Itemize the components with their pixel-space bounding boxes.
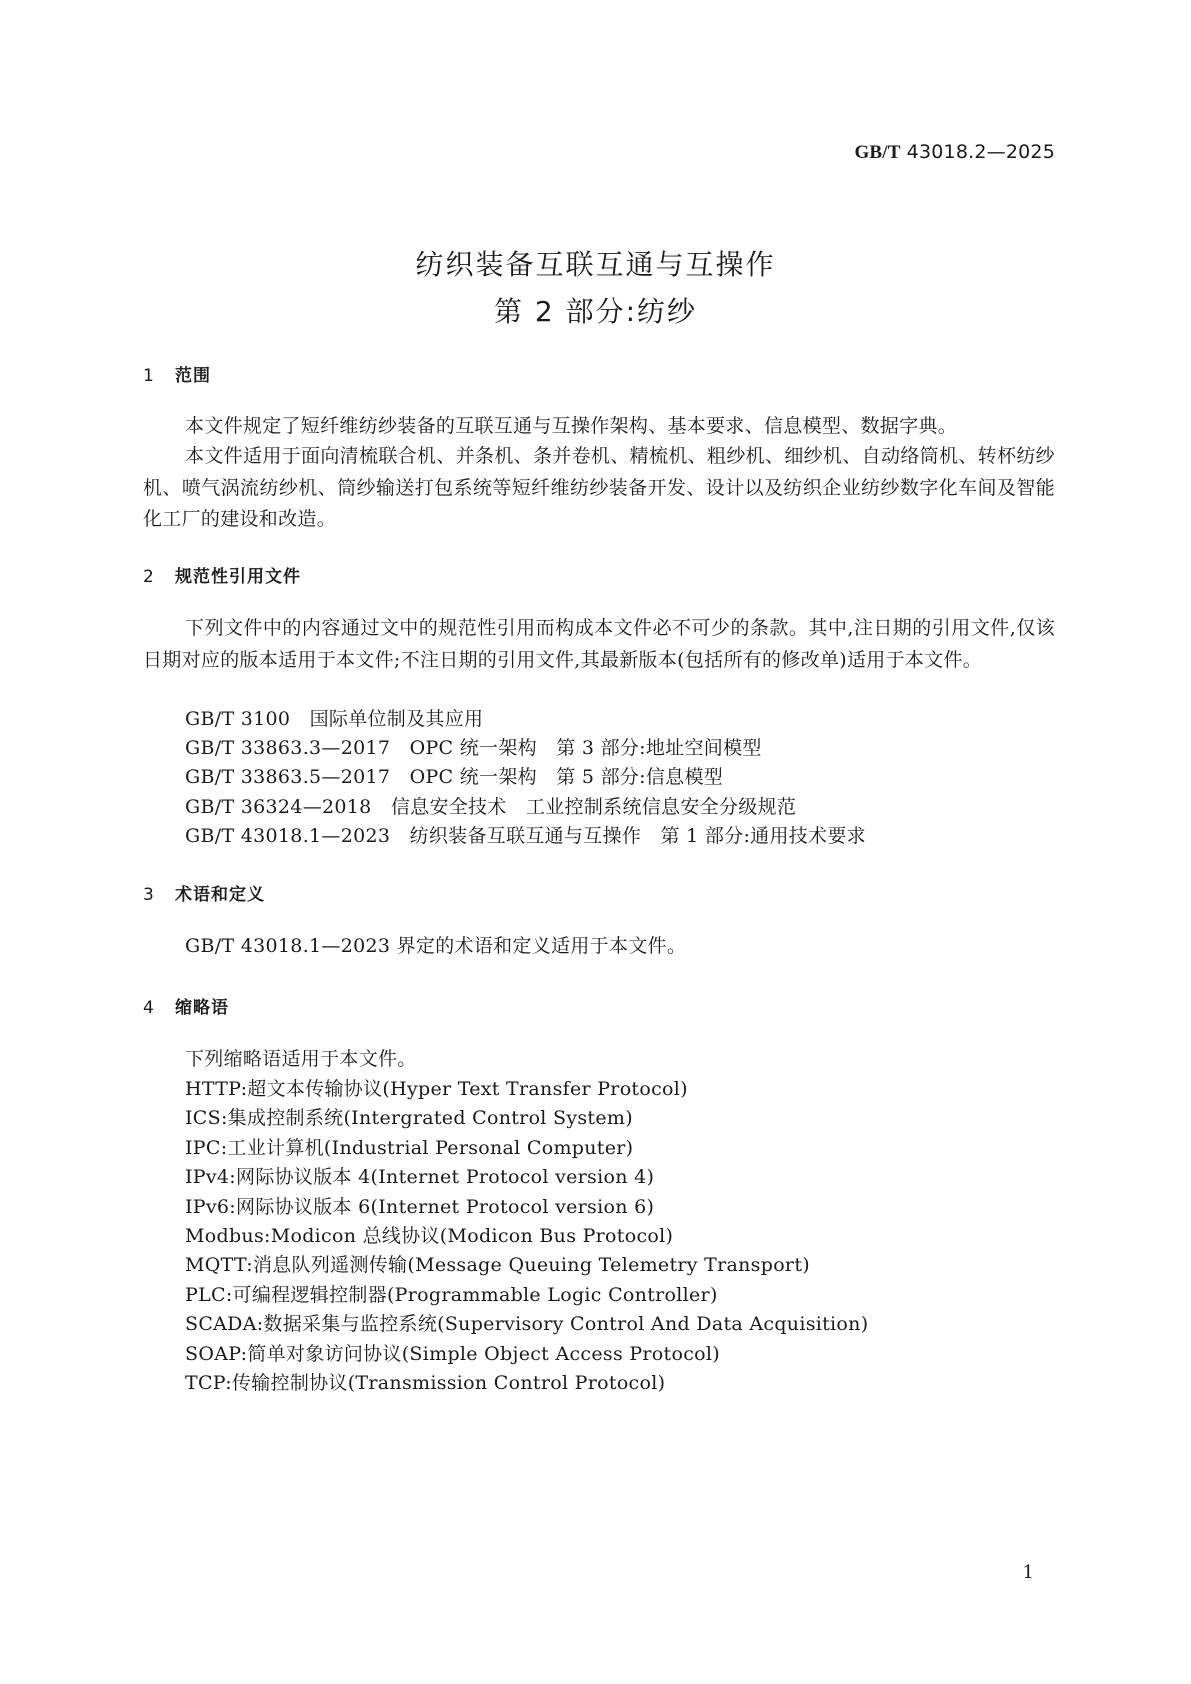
reference-item: GB/T 3100 国际单位制及其应用 [185,708,484,730]
abbreviation-item: SCADA:数据采集与监控系统(Supervisory Control And Data Acquisition) [185,1313,869,1335]
reference-item: GB/T 43018.1—2023 纺织装备互联互通与互操作 第 1 部分:通用技术要求 [185,825,866,847]
standard-number: 43018.2—2025 [906,141,1055,163]
scope-paragraph-2: 本文件适用于面向清梳联合机、并条机、条并卷机、精梳机、粗纱机、细纱机、自动络筒机、转杯纺纱机、喷气涡流纺纱机、筒纱输送打包系统等短纤维纺纱装备开发、设计以及纺织企业纺纱数字化车间及智能化工厂的建设和改造。 [143,445,1055,530]
abbreviation-item: IPC:工业计算机(Industrial Personal Computer) [185,1137,634,1159]
document-subtitle: 第 2 部分:纺纱 [493,295,698,328]
reference-item: GB/T 36324—2018 信息安全技术 工业控制系统信息安全分级规范 [185,796,797,818]
section-heading-scope [143,361,211,386]
normative-intro-paragraph: 下列文件中的内容通过文中的规范性引用而构成本文件必不可少的条款。其中,注日期的引用文件,仅该日期对应的版本适用于本文件;不注日期的引用文件,其最新版本(包括所有的修改单)适用于本文件。 [143,617,1055,671]
section-title: 规范性引用文件 [175,567,301,587]
terms-paragraph: GB/T 43018.1—2023 界定的术语和定义适用于本文件。 [185,935,687,957]
section-number: 3 [143,885,155,905]
section-title: 缩略语 [175,998,229,1018]
abbreviation-item: ICS:集成控制系统(Intergrated Control System) [185,1107,633,1129]
reference-item: GB/T 33863.5—2017 OPC 统一架构 第 5 部分:信息模型 [185,766,724,788]
standard-identifier [854,141,1055,164]
section-number: 4 [143,998,155,1018]
section-heading-terms [143,880,265,905]
page-number: 1 [1022,1562,1034,1583]
abbreviation-item: MQTT:消息队列遥测传输(Message Queuing Telemetry Transport) [185,1254,810,1276]
section-title: 范围 [175,366,211,386]
section-heading-abbreviations [143,993,229,1018]
section-title: 术语和定义 [175,885,265,905]
abbreviation-item: Modbus:Modicon 总线协议(Modicon Bus Protocol) [185,1225,674,1247]
reference-item: GB/T 33863.3—2017 OPC 统一架构 第 3 部分:地址空间模型 [185,737,762,759]
abbreviation-item: SOAP:简单对象访问协议(Simple Object Access Protocol) [185,1343,720,1365]
abbreviations-intro: 下列缩略语适用于本文件。 [185,1048,417,1070]
document-title: 纺织装备互联互通与互操作 [415,248,776,281]
abbreviation-item: HTTP:超文本传输协议(Hyper Text Transfer Protocol) [185,1078,688,1100]
abbreviation-item: IPv4:网际协议版本 4(Internet Protocol version 4) [185,1166,655,1188]
abbreviation-item: TCP:传输控制协议(Transmission Control Protocol) [185,1372,666,1394]
abbreviation-item: PLC:可编程逻辑控制器(Programmable Logic Controller) [185,1284,718,1306]
section-number: 1 [143,366,155,386]
standard-prefix: GB/T [854,142,901,163]
abbreviation-item: IPv6:网际协议版本 6(Internet Protocol version 6) [185,1196,655,1218]
scope-paragraph-1: 本文件规定了短纤维纺纱装备的互联互通与互操作架构、基本要求、信息模型、数据字典。 [185,415,958,437]
section-number: 2 [143,567,155,587]
section-heading-normative-references [143,562,301,587]
